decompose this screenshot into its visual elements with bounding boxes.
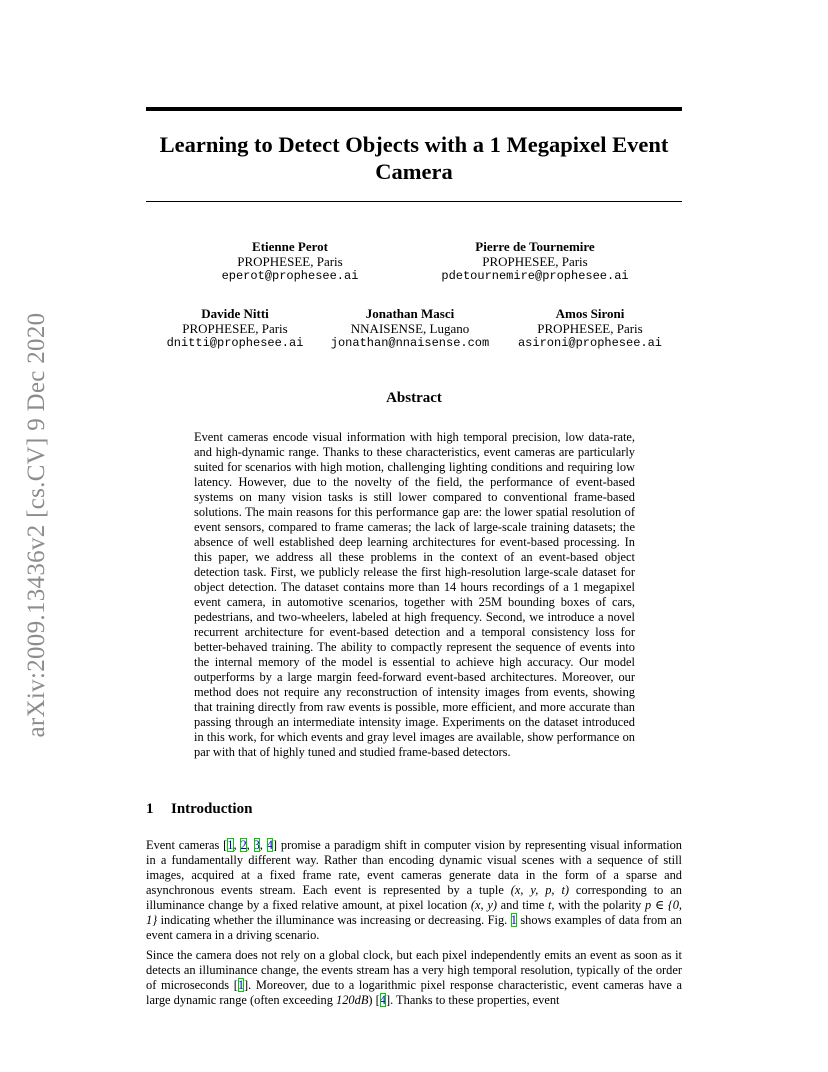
math-inline: 120dB xyxy=(336,993,369,1007)
author-block xyxy=(320,306,500,351)
author-name: Etienne Perot xyxy=(252,239,328,254)
text-run: Since the camera does not rely on a global clock, but each pixel independently emits an event as soon as it detects an illuminance change, the events stream has a very high temporal resolution, typically of the order of microseconds [ xyxy=(146,948,682,992)
text-run: , with the polarity xyxy=(551,898,645,912)
author-name: Jonathan Masci xyxy=(365,306,455,321)
author-block xyxy=(500,306,680,351)
author-name: Davide Nitti xyxy=(201,306,269,321)
author-email[interactable]: eperot@prophesee.ai xyxy=(221,269,359,283)
citation-link[interactable]: 2 xyxy=(240,838,247,852)
math-inline: (x, y, p, t) xyxy=(510,883,570,897)
title-rule-bottom xyxy=(146,201,682,202)
text-run: ]. Thanks to these properties, event xyxy=(385,993,560,1007)
figure-link[interactable]: 1 xyxy=(510,913,517,927)
author-affiliation: PROPHESEE, Paris xyxy=(537,321,643,336)
intro-paragraph-1: Event cameras [1, 2, 3, 4] promise a paradigm shift in computer vision by representing visual information in a fundamentally different way. Rather than encoding dynamic visual scenes with a sequence of still images, acquired at a fixed frame rate, event cameras generate data in the form of a sparse and asynchronous events stream. Each event is represented by a tuple (x, y, p, t) corresponding to an illuminance change by a fixed relative amount, at pixel location (x, y) and time t, with the polarity p ∈ {0, 1} indicating whether the illuminance was increasing or decreasing. Fig. 1 shows examples of data from an event camera in a driving scenario. xyxy=(146,838,682,942)
author-email[interactable]: dnitti@prophesee.ai xyxy=(166,336,304,350)
intro-paragraph-2 xyxy=(146,948,682,1008)
citation-link[interactable]: 1 xyxy=(237,978,245,992)
math-inline: p ∈ {0, 1} xyxy=(146,898,682,927)
abstract-heading: Abstract xyxy=(386,390,442,406)
math-inline: t xyxy=(547,898,552,912)
text-run: corresponding to an illuminance change by a fixed relative amount, at pixel location xyxy=(146,883,682,912)
citation-link[interactable]: 4 xyxy=(266,838,273,852)
arxiv-stamp xyxy=(22,290,52,760)
text-run: ]. Moreover, due to a logarithmic pixel response characteristic, event cameras have a large dynamic range (often exceeding xyxy=(146,978,682,1007)
author-name: Pierre de Tournemire xyxy=(475,239,595,254)
section-heading xyxy=(146,801,252,818)
author-email[interactable]: asironi@prophesee.ai xyxy=(517,336,663,350)
author-block xyxy=(190,239,390,284)
text-run: ] promise a paradigm shift in computer vision by representing visual information in a fundamentally different way. Rather than encoding dynamic visual scenes with a sequence of still images, acquired at a fixed frame rate, event cameras generate data in the form of a sparse and asynchronous events stream. Each event is represented by a tuple xyxy=(146,838,682,897)
section-title: Introduction xyxy=(171,801,253,817)
citation-link[interactable]: 1 xyxy=(227,838,234,852)
paper-title: Learning to Detect Objects with a 1 Megapixel Event Camera xyxy=(159,132,669,184)
author-email[interactable]: jonathan@nnaisense.com xyxy=(330,336,490,350)
arxiv-id: arXiv:2009.13436v2 [cs.CV] 9 Dec 2020 xyxy=(23,312,50,738)
math-inline: (x, y) xyxy=(470,898,497,912)
abstract-text: Event cameras encode visual information with high temporal precision, low data-rate, and high-dynamic range. Thanks to these characteristics, event cameras are particularly suited for scenarios with high motion, challenging lighting conditions and requiring low latency. However, due to the novelty of the field, the performance of event-based systems on many vision tasks is still lower compared to conventional frame-based solutions. The main reasons for this performance gap are: the lower spatial resolution of event sensors, compared to frame cameras; the lack of large-scale training datasets; the absence of well established deep learning architectures for event-based processing. In this paper, we address all these problems in the context of an event-based object detection task. First, we publicly release the first high-resolution large-scale dataset for object detection. The dataset contains more than 14 hours recordings of a 1 megapixel event camera, in automotive scenarios, together with 25M bounding boxes of cars, pedestrians, and two-wheelers, labeled at high frequency. Second, we introduce a novel recurrent architecture for event-based detection and a temporal consistency loss for better-behaved training. The ability to compactly represent the sequence of events into the internal memory of the model is essential to achieve high accuracy. Our model outperforms by a large margin feed-forward event-based architectures. Moreover, our method does not require any reconstruction of intensity images from events, showing that training directly from raw events is possible, more efficient, and more accurate than passing through an intermediate intensity image. Experiments on the dataset introduced in this work, for which events and gray level images are available, show performance on par with that of highly tuned and studied frame-based detectors. xyxy=(194,430,635,759)
citation-link[interactable]: 3 xyxy=(253,838,260,852)
text-run: shows examples of data from an event camera in a driving scenario. xyxy=(146,913,682,942)
author-affiliation: PROPHESEE, Paris xyxy=(237,254,343,269)
text-run: indicating whether the illuminance was increasing or decreasing. Fig. xyxy=(157,913,511,927)
text-run: and time xyxy=(496,898,548,912)
section-number: 1 xyxy=(146,801,154,817)
author-affiliation: PROPHESEE, Paris xyxy=(482,254,588,269)
author-block xyxy=(150,306,320,351)
author-affiliation: NNAISENSE, Lugano xyxy=(350,321,470,336)
author-email[interactable]: pdetournemire@prophesee.ai xyxy=(441,269,629,283)
author-block xyxy=(380,239,690,284)
text-run: ) [ xyxy=(368,993,380,1007)
citation-link[interactable]: 4 xyxy=(379,993,386,1007)
author-name: Amos Sironi xyxy=(555,306,625,321)
text-run: Event cameras [ xyxy=(146,838,228,852)
title-rule-top xyxy=(146,107,682,111)
author-affiliation: PROPHESEE, Paris xyxy=(182,321,288,336)
